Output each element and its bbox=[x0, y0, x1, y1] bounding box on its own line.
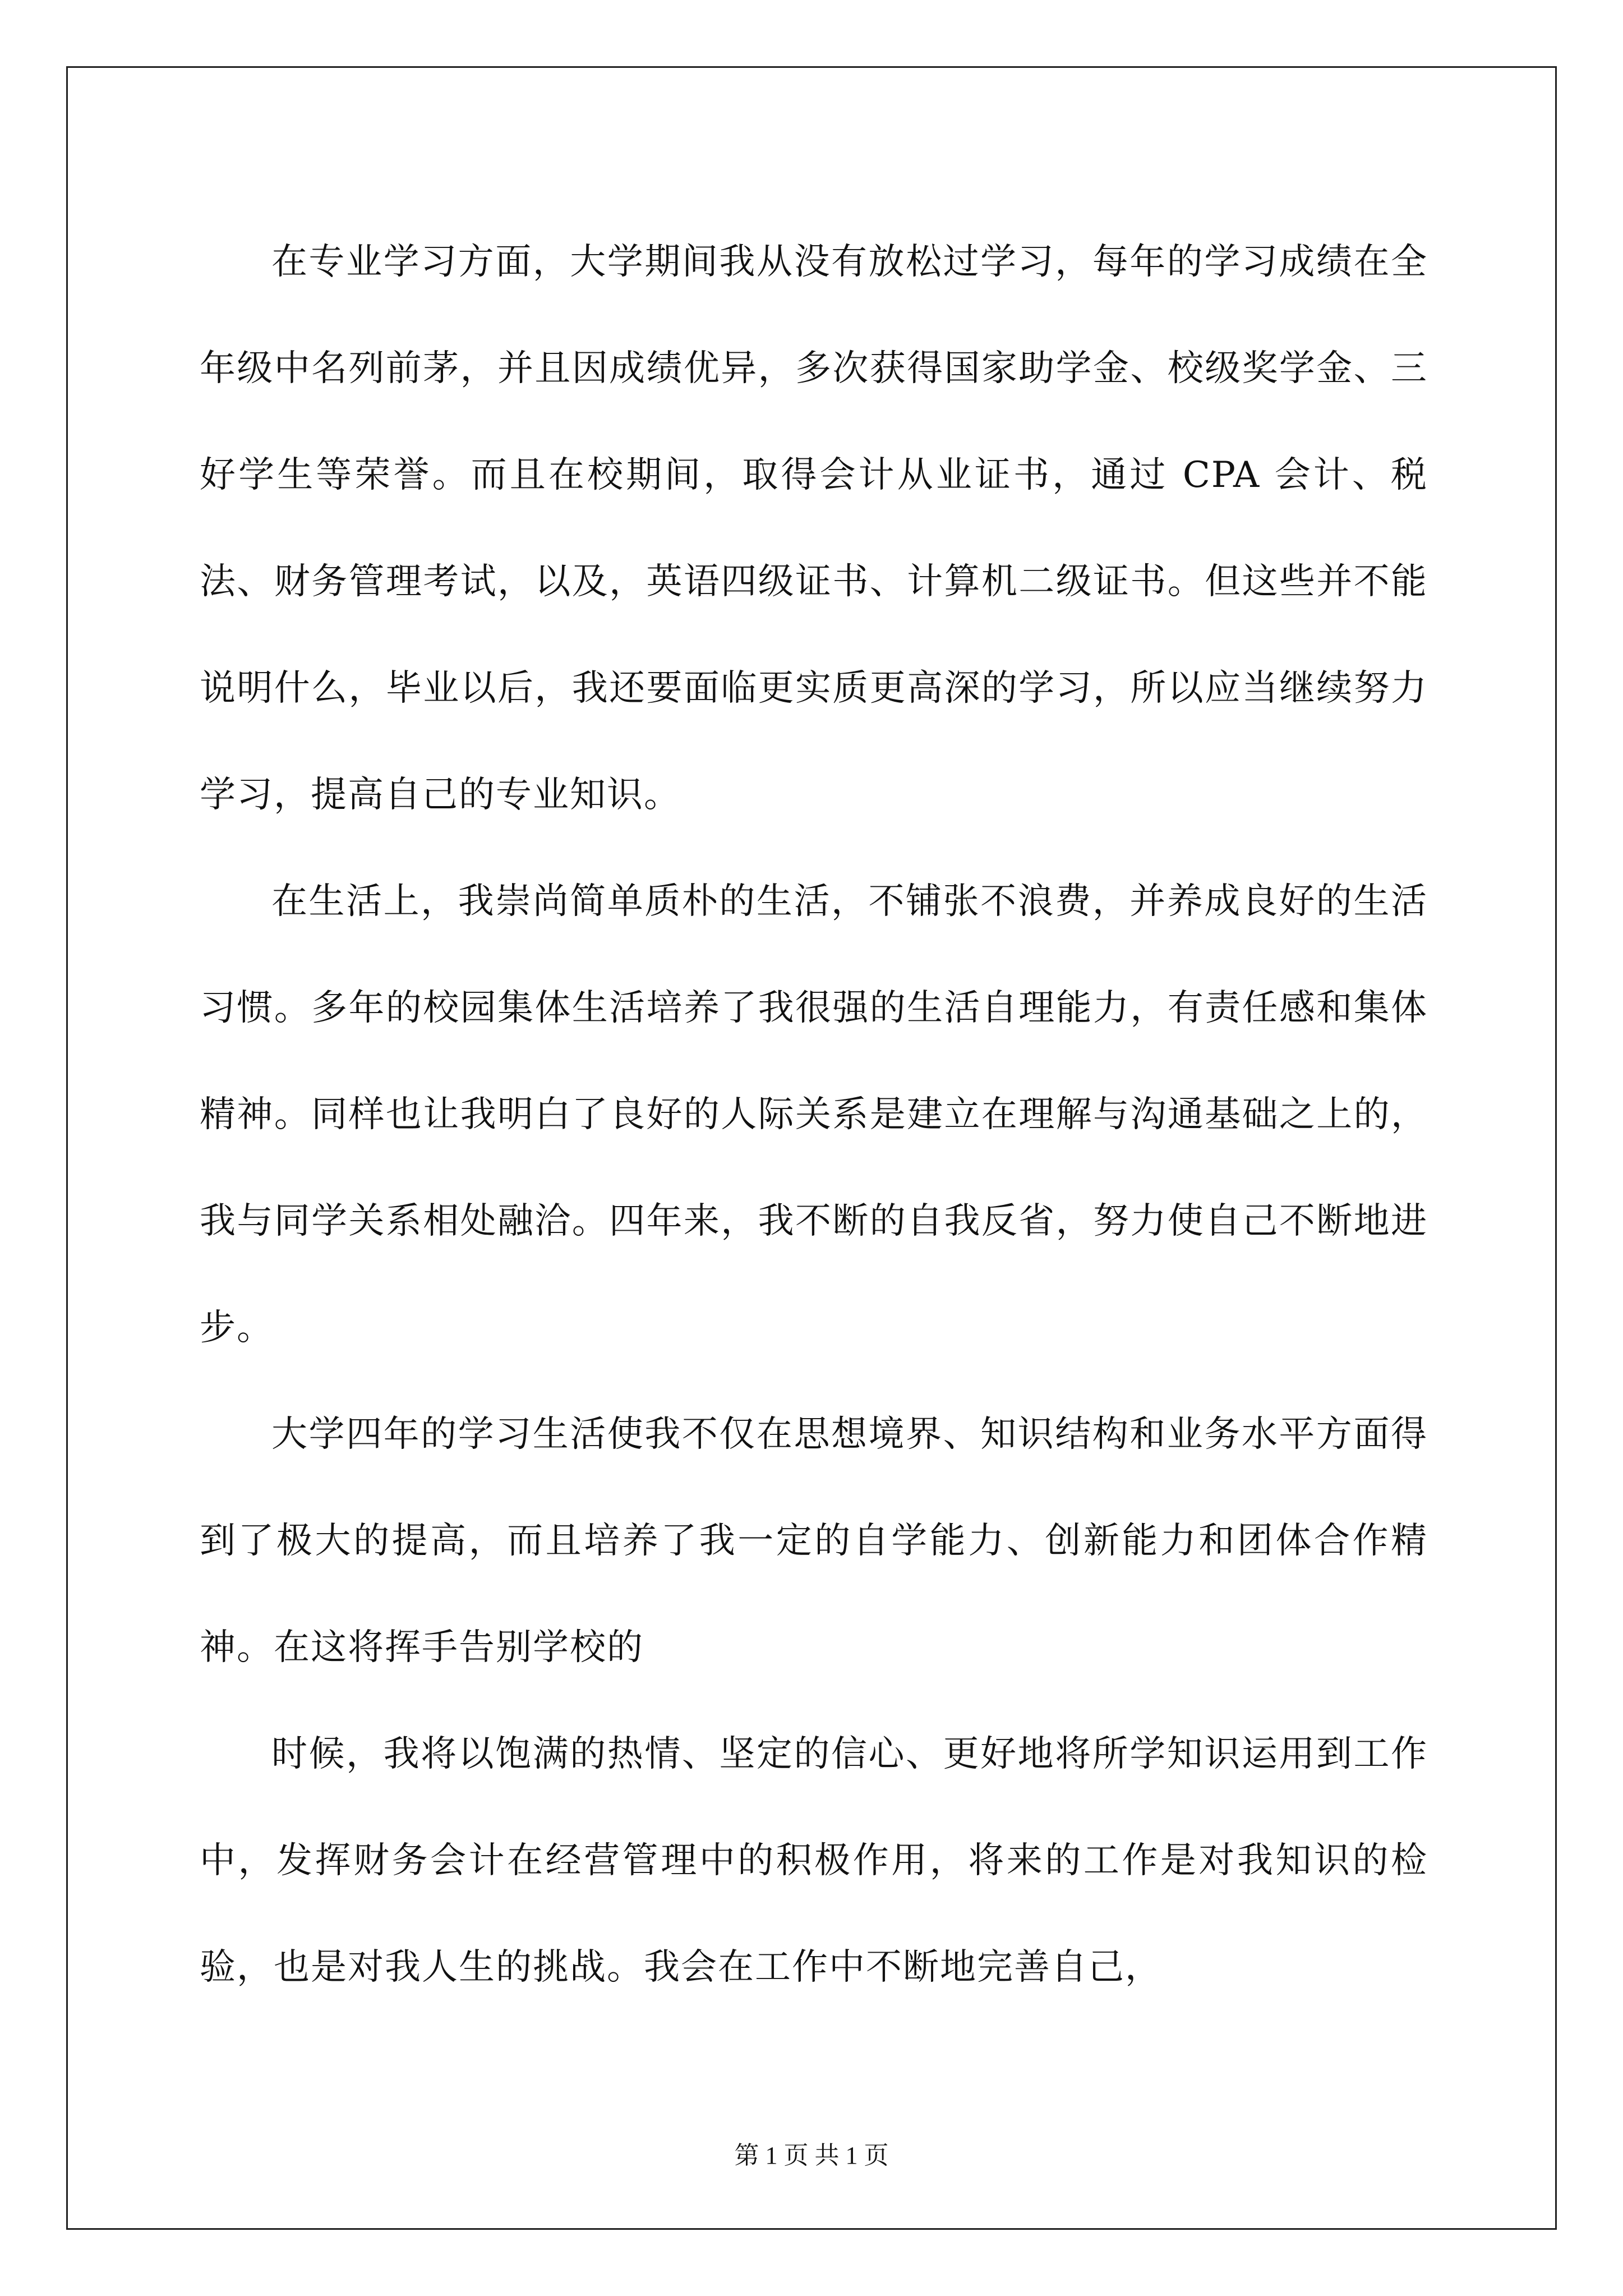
paragraph-summary: 大学四年的学习生活使我不仅在思想境界、知识结构和业务水平方面得到了极大的提高，而且培养了我一定的自学能力、创新能力和团体合作精神。在这将挥手告别学校的 bbox=[200, 1414, 1428, 1668]
paragraph-life: 在生活上，我崇尚简单质朴的生活，不铺张不浪费，并养成良好的生活习惯。多年的校园集体生活培养了我很强的生活自理能力，有责任感和集体精神。同样也让我明白了良好的人际关系是建立在理解与沟通基础之上的，我与同学关系相处融洽。四年来，我不断的自我反省，努力使自己不断地进步。 bbox=[200, 881, 1428, 1349]
paragraph-study: 在专业学习方面，大学期间我从没有放松过学习，每年的学习成绩在全年级中名列前茅，并且因成绩优异，多次获得国家助学金、校级奖学金、三好学生等荣誉。而且在校期间，取得会计从业证书，通过 CPA 会计、税法、财务管理考试，以及，英语四级证书、计算机二级证书。但这些并不能说明什么，毕业以后，我还要面临更实质更高深的学习，所以应当继续努力学习，提高自己的专业知识。 bbox=[200, 241, 1428, 816]
paragraph-future: 时候，我将以饱满的热情、坚定的信心、更好地将所学知识运用到工作中，发挥财务会计在经营管理中的积极作用，将来的工作是对我知识的检验，也是对我人生的挑战。我会在工作中不断地完善自己， bbox=[200, 1733, 1428, 1988]
page-footer: 第 1 页 共 1 页 bbox=[734, 2142, 889, 2169]
document-body bbox=[200, 209, 1428, 2021]
